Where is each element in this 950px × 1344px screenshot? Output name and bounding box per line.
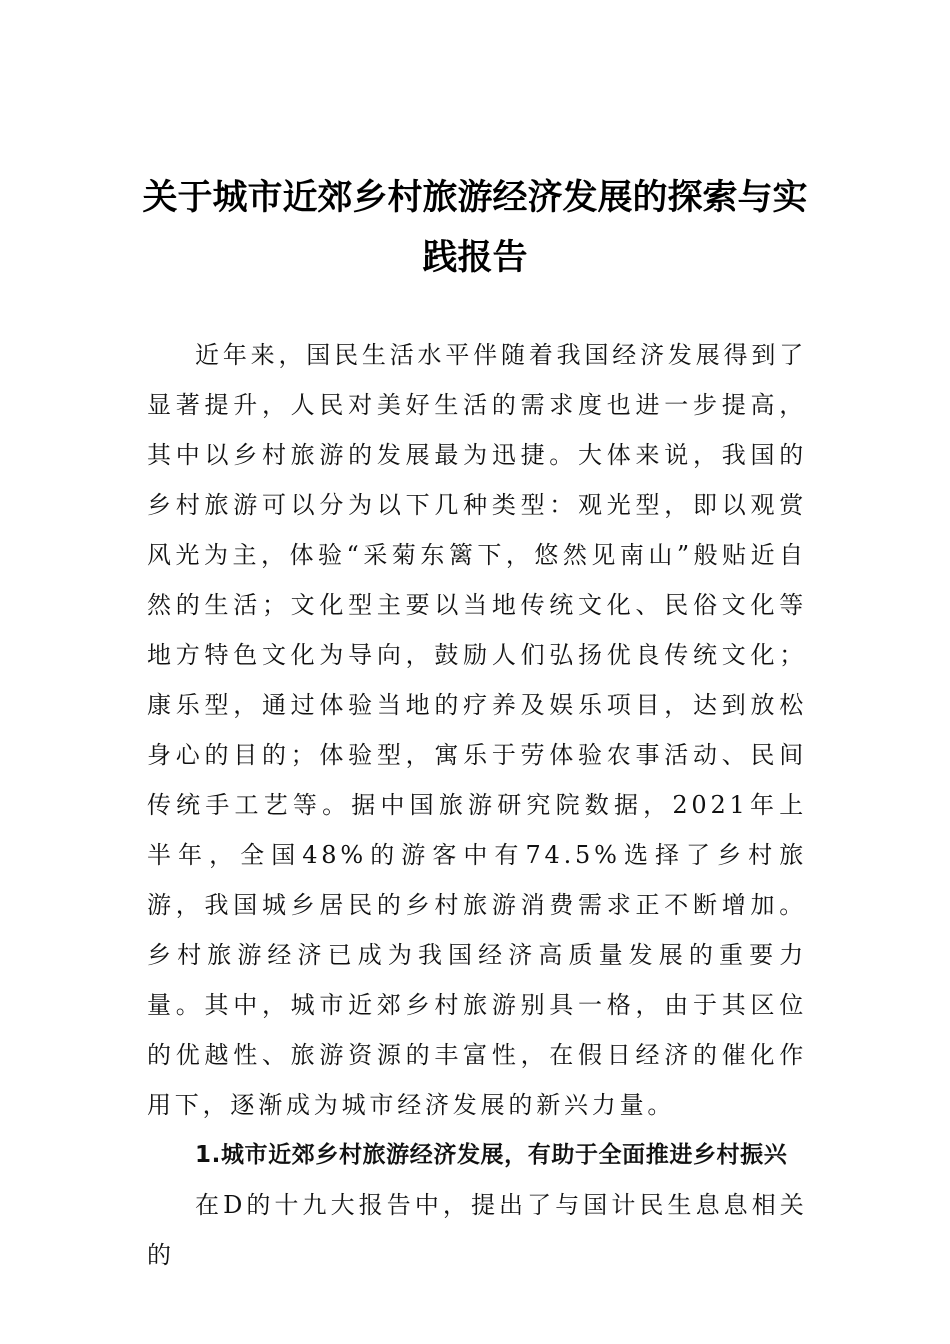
trailing-paragraph: 在D的十九大报告中，提出了与国计民生息息相关的 bbox=[147, 1191, 807, 1269]
intro-paragraph: 近年来，国民生活水平伴随着我国经济发展得到了显著提升，人民对美好生活的需求度也进一步提高，其中以乡村旅游的发展最为迅捷。大体来说，我国的乡村旅游可以分为以下几种类型：观光型，即以观赏风光为主，体验“采菊东篱下，悠然见南山”般贴近自然的生活；文化型主要以当地传统文化、民俗文化等地方特色文化为导向，鼓励人们弘扬优良传统文化；康乐型，通过体验当地的疗养及娱乐项目，达到放松身心的目的；体验型，寓乐于劳体验农事活动、民间传统手工艺等。据中国旅游研究院数据，2021年上半年，全国48%的游客中有74.5%选择了乡村旅游，我国城乡居民的乡村旅游消费需求正不断增加。乡村旅游经济已成为我国经济高质量发展的重要力量。其中，城市近郊乡村旅游别具一格，由于其区位的优越性、旅游资源的丰富性，在假日经济的催化作用下，逐渐成为城市经济发展的新兴力量。 bbox=[147, 341, 807, 1119]
section-heading: 1.城市近郊乡村旅游经济发展，有助于全面推进乡村振兴 bbox=[195, 1142, 788, 1168]
document-title: 关于城市近郊乡村旅游经济发展的探索与实践报告 bbox=[142, 177, 808, 278]
document-body bbox=[147, 330, 807, 1280]
